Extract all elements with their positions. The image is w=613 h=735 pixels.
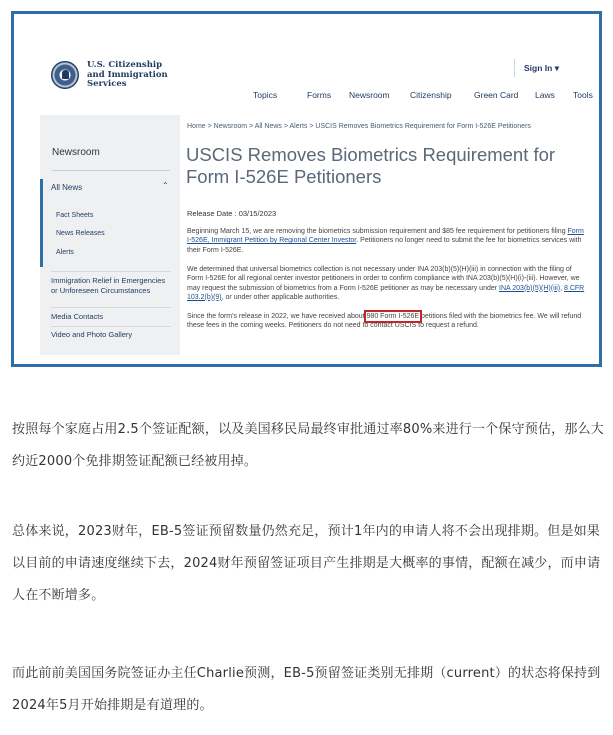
nav-laws[interactable]: Laws	[535, 90, 555, 100]
sidebar-item-video-gallery[interactable]: Video and Photo Gallery	[51, 330, 133, 339]
active-indicator	[40, 179, 43, 267]
nav-citizenship[interactable]: Citizenship	[410, 90, 452, 100]
header-divider	[514, 59, 515, 77]
article-paragraph-3: Since the form's release in 2022, we have received about 980 Form I-526E petitions filed with the biometrics fee. We will refund these fees in the coming weeks. Petitioners do not need to contact USCIS to request a refund.	[187, 313, 582, 330]
commentary-paragraph-2: 总体来说，2023财年，EB-5签证预留数量仍然充足，预计1年内的申请人将不会出现排期。但是如果以目前的申请速度继续下去，2024财年预留签证项目产生排期是大概率的事情，配额在减少，而申请人在不断增多。	[12, 524, 601, 603]
commentary-paragraph-1: 按照每个家庭占用2.5个签证配额，以及美国移民局最终审批通过率80%来进行一个保守预估，那么大约近2000个免排期签证配额已经被用掉。	[12, 422, 604, 469]
sidebar-item-immigration-relief[interactable]: Immigration Relief in Emergencies or Unforeseen Circumstances	[51, 276, 166, 295]
sidebar-item-alerts[interactable]: Alerts	[56, 249, 74, 256]
sidebar-item-all-news[interactable]: All News	[51, 183, 83, 192]
nav-newsroom[interactable]: Newsroom	[349, 90, 390, 100]
page-title: USCIS Removes Biometrics Requirement for Form I-526E Petitioners	[186, 144, 556, 187]
sidebar-item-media-contacts[interactable]: Media Contacts	[51, 312, 104, 321]
sidebar-divider	[51, 271, 171, 272]
sidebar-divider	[52, 170, 170, 171]
breadcrumb[interactable]: Home > Newsroom > All News > Alerts > USCIS Removes Biometrics Requirement for Form I-526E Petitioners	[187, 123, 531, 130]
sidebar-divider	[51, 307, 171, 308]
nav-forms[interactable]: Forms	[307, 90, 332, 100]
article-paragraph-1: Beginning March 15, we are removing the biometrics submission requirement and $85 fee requirement for petitioners filing Form I-526E, Immigrant Petition by Regional Center Investor. Petitioners no longer need to submit the fee for biometrics services with their Form I-526E.	[187, 228, 584, 254]
sidebar-item-fact-sheets[interactable]: Fact Sheets	[56, 212, 94, 219]
newsroom-sidebar	[40, 115, 180, 355]
nav-topics[interactable]: Topics	[253, 90, 278, 100]
highlighted-count: 980 Form I-526E	[366, 313, 420, 320]
sidebar-item-news-releases[interactable]: News Releases	[56, 230, 105, 237]
nav-tools[interactable]: Tools	[573, 90, 593, 100]
form-i526e-link[interactable]: Form I-526E, Immigrant Petition by Regional Center Investor	[187, 228, 584, 245]
sidebar-divider	[51, 326, 171, 327]
release-date: Release Date : 03/15/2023	[187, 209, 277, 218]
chevron-up-icon[interactable]: ⌃	[162, 181, 169, 190]
agency-name[interactable]: U.S. Citizenship and Immigration Services	[87, 60, 168, 89]
uscis-screenshot	[11, 11, 602, 367]
commentary-paragraph-3: 而此前前美国国务院签证办主任Charlie预测，EB-5预留签证类别无排期（current）的状态将保持到2024年5月开始排期是有道理的。	[12, 666, 601, 713]
ina-link[interactable]: INA 203(b)(5)(H)(iii)	[499, 284, 561, 292]
dhs-seal-icon[interactable]	[51, 61, 79, 89]
site-header	[14, 14, 599, 112]
article-paragraph-2: We determined that universal biometrics collection is not necessary under INA 203(b)(5)(H)(iii) in connection with the filing of Form I-526E for all regional center investor petitioners in order to confirm compliance with INA 203(b)(5)(H)(i)-(iii). However, we may request the submission of biometrics from a Form I-526E petitioner as may be necessary under INA 203(b)(5)(H)(iii), 8 CFR 103.2(b)(9), or under other applicable authorities.	[187, 266, 585, 301]
sidebar-title: Newsroom	[52, 147, 100, 158]
nav-green-card[interactable]: Green Card	[474, 90, 519, 100]
cfr-link[interactable]: 8 CFR 103.2(b)(9)	[187, 284, 585, 301]
sign-in-button[interactable]: Sign In ▾	[524, 63, 559, 73]
